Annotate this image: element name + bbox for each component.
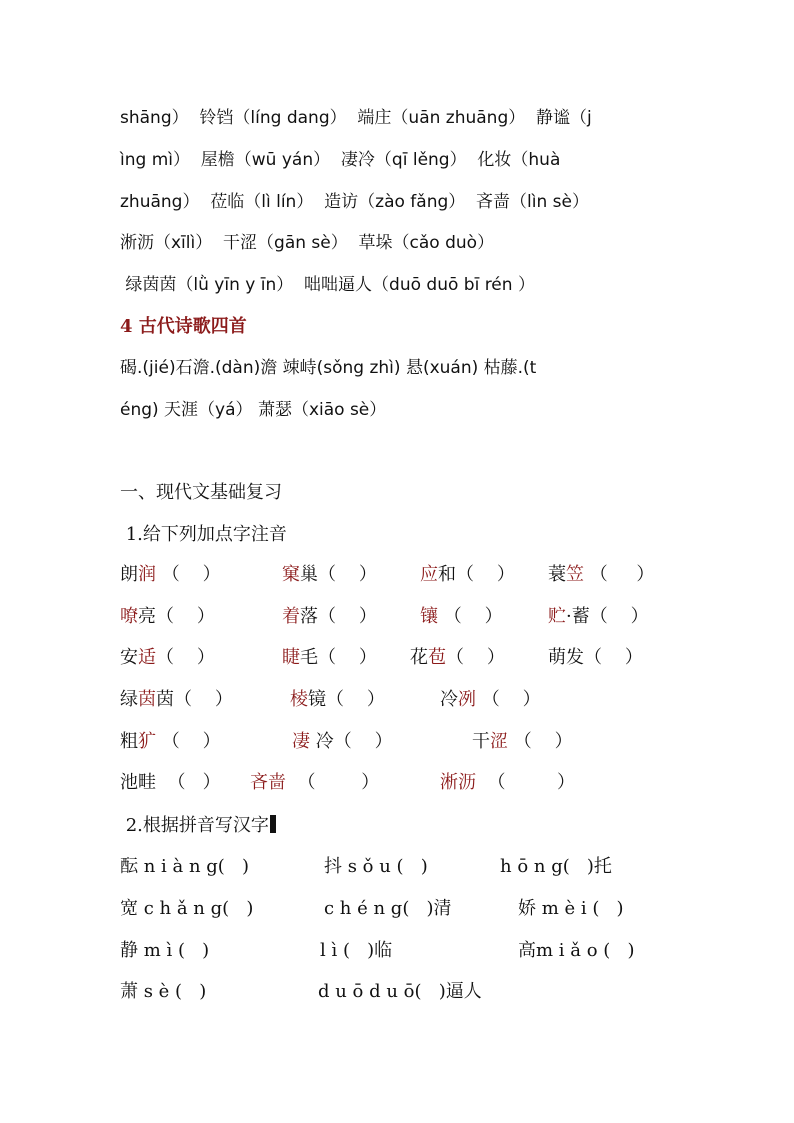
pinyin-item[interactable]: 高m i ǎ o ( )	[518, 940, 635, 961]
annotation-item	[548, 563, 654, 587]
item-text: 池畦 （ ）	[120, 772, 221, 793]
annotation-item	[420, 563, 515, 587]
item-text: 安	[120, 647, 138, 668]
text-cursor-icon	[270, 815, 276, 833]
dotted-character: 适	[138, 647, 156, 668]
annotation-item	[420, 605, 503, 629]
item-text: 朗	[120, 564, 138, 585]
answer-blank[interactable]: （ ）	[156, 647, 215, 668]
dotted-character: 着	[282, 606, 300, 627]
dotted-character: 笠	[566, 564, 584, 585]
poem-line: éng) 天涯（yá） 萧瑟（xiāo sè）	[120, 400, 387, 420]
annotation-item	[440, 688, 541, 712]
annotation-item	[120, 646, 215, 670]
pinyin-item[interactable]: c h é n g( )清	[324, 898, 452, 919]
vocab-line: 淅沥（xīlì） 干涩（gān sè） 草垛（cǎo duò）	[120, 233, 495, 253]
answer-blank[interactable]: （ ）	[286, 772, 380, 793]
answer-blank[interactable]: 茵（ ）	[156, 689, 233, 710]
annotation-item	[290, 688, 385, 712]
answer-blank[interactable]: 巢（ ）	[300, 564, 377, 585]
answer-blank[interactable]: 和（ ）	[438, 564, 515, 585]
annotation-item	[440, 771, 575, 795]
answer-blank[interactable]: （ ）	[476, 772, 575, 793]
answer-blank[interactable]: （ ）	[446, 647, 505, 668]
answer-blank[interactable]: ·蓄（ ）	[566, 606, 649, 627]
question-title	[120, 814, 276, 838]
annotation-item	[548, 646, 643, 670]
dotted-character: 棱	[290, 689, 308, 710]
section-heading: 4 古代诗歌四首	[120, 316, 247, 337]
annotation-item	[120, 563, 221, 587]
annotation-item	[292, 730, 393, 754]
annotation-item	[282, 563, 377, 587]
dotted-character: 窠	[282, 564, 300, 585]
answer-blank[interactable]: 落（ ）	[300, 606, 377, 627]
pinyin-item[interactable]: d u ō d u ō( )逼人	[318, 981, 482, 1002]
pinyin-item[interactable]: 抖 s ǒ u ( )	[324, 856, 428, 877]
dotted-character: 润	[138, 564, 156, 585]
vocab-line: zhuāng） 莅临（lì lín） 造访（zào fǎng） 吝啬（lìn sè）	[120, 192, 590, 212]
answer-blank[interactable]: 亮（ ）	[138, 606, 215, 627]
answer-blank[interactable]: 冷（ ）	[310, 731, 393, 752]
question-title-text: 2.根据拼音写汉字	[120, 815, 269, 836]
item-text: 萌发（ ）	[548, 647, 643, 668]
annotation-item	[250, 771, 379, 795]
answer-blank[interactable]: （ ）	[156, 731, 221, 752]
annotation-item	[548, 605, 649, 629]
answer-blank[interactable]: （ ）	[438, 606, 503, 627]
vocab-line: shāng） 铃铛（líng dang） 端庄（uān zhuāng） 静谧（j	[120, 108, 592, 128]
pinyin-item[interactable]: 娇 m è i ( )	[518, 898, 624, 919]
annotation-item	[472, 730, 573, 754]
dotted-character: 凄	[292, 731, 310, 752]
dotted-character: 贮	[548, 606, 566, 627]
answer-blank[interactable]: （ ）	[156, 564, 221, 585]
item-text: 绿	[120, 689, 138, 710]
dotted-character: 睫	[282, 647, 300, 668]
item-text: 干	[472, 731, 490, 752]
annotation-item	[410, 646, 505, 670]
answer-blank[interactable]: （ ）	[508, 731, 573, 752]
dotted-character: 淅沥	[440, 772, 476, 793]
dotted-character: 嘹	[120, 606, 138, 627]
dotted-character: 茵	[138, 689, 156, 710]
dotted-character: 吝啬	[250, 772, 286, 793]
annotation-item	[120, 605, 215, 629]
pinyin-item[interactable]: h ō n g( )托	[500, 856, 612, 877]
pinyin-item[interactable]: 酝 n i à n g( )	[120, 856, 250, 877]
part-title: 一、现代文基础复习	[120, 482, 282, 503]
item-text: 蓑	[548, 564, 566, 585]
annotation-item	[120, 730, 221, 754]
pinyin-item[interactable]: 宽 c h ǎ n g( )	[120, 898, 254, 919]
question-title: 1.给下列加点字注音	[120, 524, 287, 545]
item-text: 粗	[120, 731, 138, 752]
item-text: 冷	[440, 689, 458, 710]
annotation-item	[120, 688, 233, 712]
item-text: 花	[410, 647, 428, 668]
answer-blank[interactable]: （ ）	[476, 689, 541, 710]
dotted-character: 苞	[428, 647, 446, 668]
dotted-character: 应	[420, 564, 438, 585]
answer-blank[interactable]: （ ）	[584, 564, 655, 585]
dotted-character: 镶	[420, 606, 438, 627]
annotation-item	[120, 771, 221, 795]
dotted-character: 犷	[138, 731, 156, 752]
annotation-item	[282, 605, 377, 629]
vocab-line: 绿茵茵（lǜ yīn y īn） 咄咄逼人（duō duō bī rén ）	[120, 275, 535, 295]
pinyin-item[interactable]: 萧 s è ( )	[120, 981, 207, 1002]
pinyin-item[interactable]: l ì ( )临	[320, 940, 393, 961]
annotation-item	[282, 646, 377, 670]
answer-blank[interactable]: 镜（ ）	[308, 689, 385, 710]
dotted-character: 涩	[490, 731, 508, 752]
poem-line: 碣.(jié)石澹.(dàn)澹 竦峙(sǒng zhì) 悬(xuán) 枯藤.(t	[120, 358, 537, 378]
answer-blank[interactable]: 毛（ ）	[300, 647, 377, 668]
pinyin-item[interactable]: 静 m ì ( )	[120, 940, 210, 961]
vocab-line: ìng mì） 屋檐（wū yán） 凄冷（qī lěng） 化妆（huà	[120, 150, 561, 170]
dotted-character: 冽	[458, 689, 476, 710]
